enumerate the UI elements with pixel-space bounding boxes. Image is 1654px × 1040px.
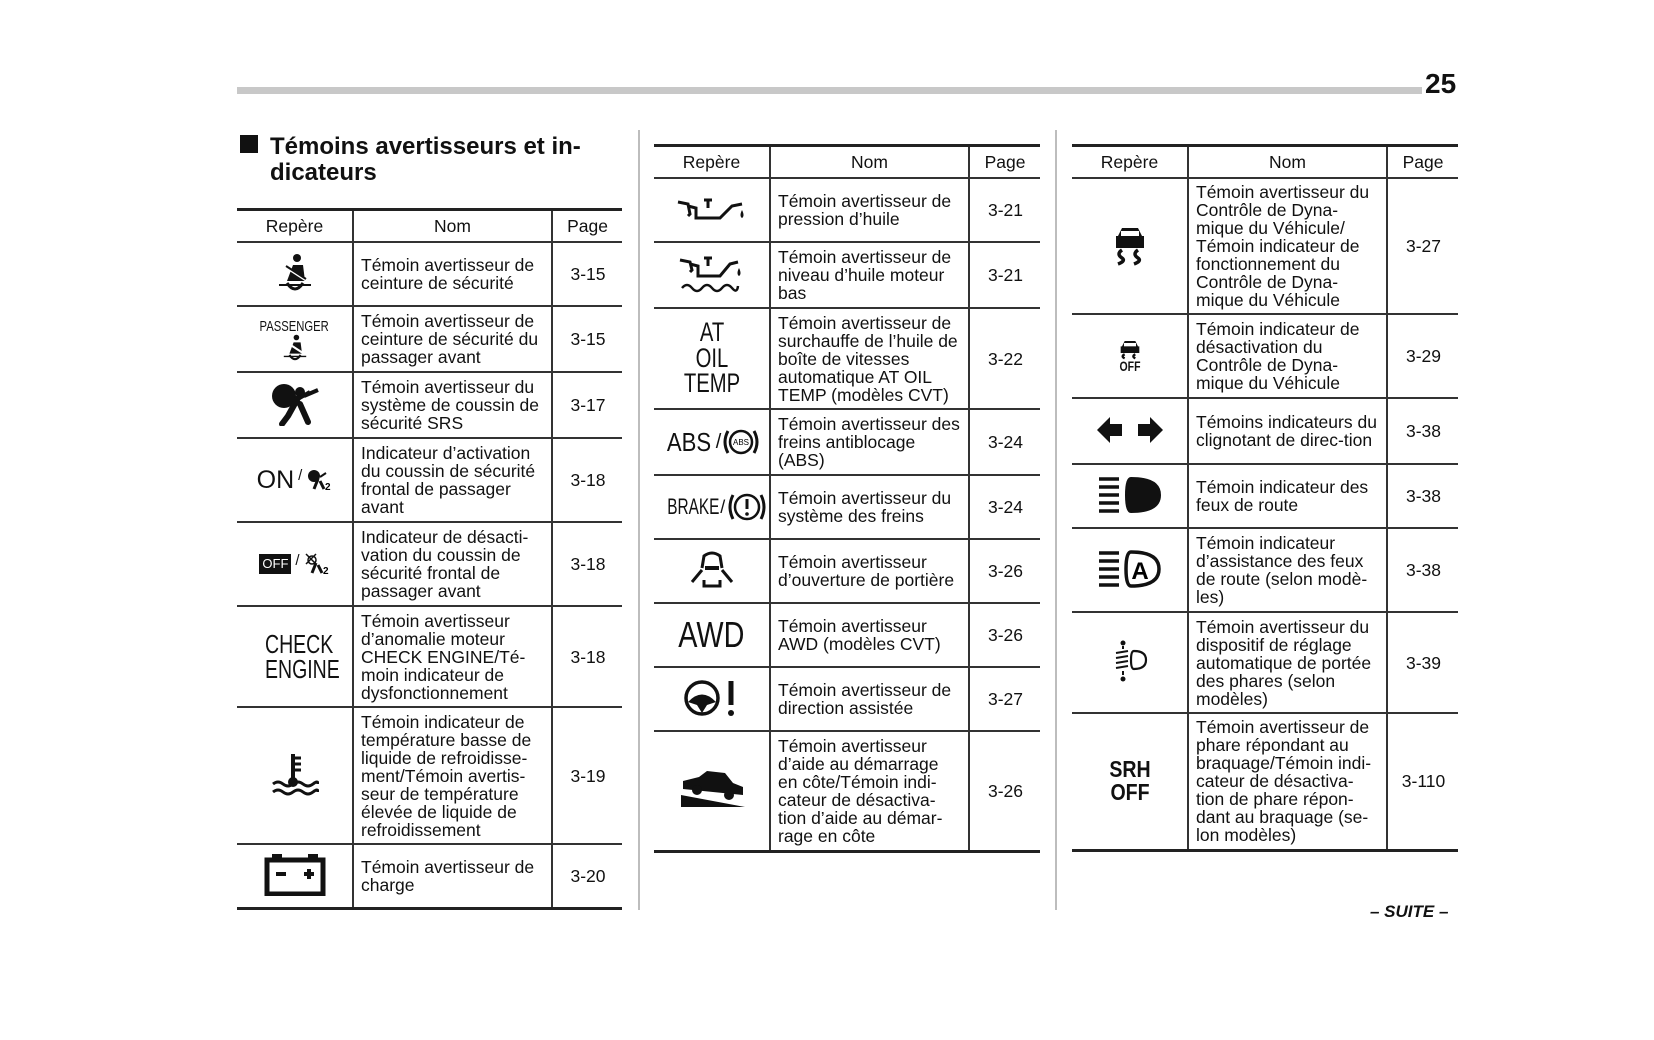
page-ref: 3-21 bbox=[969, 242, 1040, 308]
awd-icon: AWD bbox=[678, 613, 745, 655]
page-ref: 3-38 bbox=[1387, 398, 1458, 464]
table-row bbox=[237, 306, 622, 372]
indicator-name: Témoin avertisseur de surchauffe de l’huile de boîte de vitesses automatique AT OIL TEMP (modèles CVT) bbox=[770, 308, 969, 409]
column-divider bbox=[1055, 130, 1057, 910]
check-engine-icon: CHECK ENGINE bbox=[264, 628, 340, 684]
table-row bbox=[1072, 178, 1458, 314]
page-number: 25 bbox=[1425, 68, 1457, 99]
indicator-name: Témoin avertisseur du système des freins bbox=[770, 475, 969, 539]
table-row bbox=[654, 475, 1040, 539]
table-row bbox=[1072, 464, 1458, 528]
oil-pressure-icon bbox=[676, 194, 748, 224]
table-row bbox=[654, 731, 1040, 851]
indicator-name: Témoin avertisseur de niveau d’huile moteur bas bbox=[770, 242, 969, 308]
page-ref: 3-18 bbox=[552, 522, 622, 606]
indicator-name: Témoin indicateur de température basse de liquide de refroidisse-ment/Témoin avertis-seur de température élevée de liquide de refroidissement bbox=[353, 707, 552, 844]
indicator-name: Témoins indicateurs du clignotant de direc-tion bbox=[1188, 398, 1387, 464]
table-row bbox=[654, 667, 1040, 731]
col-header-name: Nom bbox=[770, 146, 969, 179]
table-row bbox=[654, 308, 1040, 409]
indicator-name: Témoin avertisseur du Contrôle de Dyna-mique du Véhicule/ Témoin indicateur de fonctionnement du Contrôle de Dyna-mique du Véhicule bbox=[1188, 178, 1387, 314]
turn-signal-icon bbox=[1095, 415, 1165, 445]
col-header-page: Page bbox=[1387, 146, 1458, 179]
indicator-table-2 bbox=[654, 144, 1040, 853]
battery-charge-icon bbox=[264, 852, 326, 896]
low-oil-level-icon bbox=[678, 254, 746, 294]
header-rule bbox=[237, 87, 1422, 94]
coolant-temperature-icon bbox=[271, 752, 319, 796]
indicator-name: Témoin avertisseur de ceinture de sécurité du passager avant bbox=[353, 306, 552, 372]
airbag-on-icon: ON / 2 bbox=[256, 466, 331, 494]
svg-text:2: 2 bbox=[322, 566, 329, 575]
indicator-name: Témoin avertisseur de phare répondant au braquage/Témoin indi-cateur de désactiva-tion de phare répon-dant au braquage (se-lon modèles) bbox=[1188, 713, 1387, 850]
section-heading: Témoins avertisseurs et in- dicateurs bbox=[240, 134, 620, 186]
continued-label: – SUITE – bbox=[1370, 902, 1449, 921]
door-open-icon bbox=[690, 550, 734, 590]
indicator-name: Témoin avertisseur de direction assistée bbox=[770, 667, 969, 731]
indicator-table-3 bbox=[1072, 144, 1458, 852]
table-row bbox=[1072, 612, 1458, 713]
table-row bbox=[237, 844, 622, 908]
page-ref: 3-22 bbox=[969, 308, 1040, 409]
high-beam-assist-icon bbox=[1097, 549, 1163, 589]
table-row bbox=[1072, 314, 1458, 398]
svg-text:A: A bbox=[1130, 557, 1149, 585]
page-ref: 3-20 bbox=[552, 844, 622, 908]
page-ref: 3-17 bbox=[552, 372, 622, 438]
page-ref: 3-18 bbox=[552, 438, 622, 522]
table-row bbox=[237, 522, 622, 606]
table-row bbox=[654, 178, 1040, 242]
col-header-page: Page bbox=[969, 146, 1040, 179]
page-ref: 3-21 bbox=[969, 178, 1040, 242]
page-ref: 3-24 bbox=[969, 409, 1040, 475]
indicator-name: Témoin indicateur de désactivation du Contrôle de Dyna-mique du Véhicule bbox=[1188, 314, 1387, 398]
page-ref: 3-26 bbox=[969, 603, 1040, 667]
page-ref: 3-110 bbox=[1387, 713, 1458, 850]
brake-icon: BRAKE / bbox=[656, 490, 768, 524]
table-row bbox=[654, 539, 1040, 603]
high-beam-icon bbox=[1097, 475, 1163, 515]
airbag-off-icon: OFF / 2 bbox=[259, 552, 329, 576]
table-row bbox=[654, 603, 1040, 667]
table-row bbox=[654, 409, 1040, 475]
table-row bbox=[1072, 398, 1458, 464]
col-header-name: Nom bbox=[1188, 146, 1387, 179]
page-ref: 3-15 bbox=[552, 306, 622, 372]
svg-text:ABS: ABS bbox=[733, 438, 750, 447]
table-row bbox=[1072, 528, 1458, 612]
page-ref: 3-24 bbox=[969, 475, 1040, 539]
col-header-name: Nom bbox=[353, 210, 552, 243]
indicator-name: Témoin avertisseur d’aide au démarrage en côte/Témoin indi-cateur de désactiva-tion d’aide au démar-rage en côte bbox=[770, 731, 969, 851]
indicator-name: Témoin avertisseur d’ouverture de portière bbox=[770, 539, 969, 603]
col-header-page: Page bbox=[552, 210, 622, 243]
table-row bbox=[1072, 713, 1458, 850]
indicator-name: Témoin indicateur des feux de route bbox=[1188, 464, 1387, 528]
page-ref: 3-26 bbox=[969, 731, 1040, 851]
table-header-row bbox=[654, 146, 1040, 179]
table-row bbox=[237, 242, 622, 306]
headlight-leveling-icon bbox=[1112, 639, 1148, 683]
indicator-name: Témoin indicateur d’assistance des feux de route (selon modè-les) bbox=[1188, 528, 1387, 612]
indicator-name: Témoin avertisseur de charge bbox=[353, 844, 552, 908]
page-ref: 3-39 bbox=[1387, 612, 1458, 713]
indicator-name: Témoin avertisseur du dispositif de réglage automatique de portée des phares (selon modèles) bbox=[1188, 612, 1387, 713]
page-ref: 3-38 bbox=[1387, 528, 1458, 612]
page-ref: 3-26 bbox=[969, 539, 1040, 603]
indicator-name: Témoin avertisseur de pression d’huile bbox=[770, 178, 969, 242]
at-oil-temp-icon: AT OIL TEMP bbox=[683, 317, 740, 399]
abs-icon: ABS / ABS bbox=[663, 425, 761, 459]
table-row bbox=[237, 606, 622, 707]
col-header-mark: Repère bbox=[1072, 146, 1188, 179]
table-row bbox=[237, 707, 622, 844]
srh-off-icon: SRH OFF bbox=[1108, 756, 1151, 806]
page-ref: 3-27 bbox=[969, 667, 1040, 731]
indicator-name: Témoin avertisseur AWD (modèles CVT) bbox=[770, 603, 969, 667]
section-square-icon bbox=[240, 135, 258, 153]
vdc-off-icon: OFF bbox=[1116, 338, 1144, 373]
indicator-name: Témoin avertisseur de ceinture de sécurité bbox=[353, 242, 552, 306]
power-steering-icon bbox=[683, 677, 741, 719]
vehicle-dynamics-control-icon bbox=[1112, 224, 1148, 266]
srs-airbag-icon bbox=[270, 382, 320, 426]
column-divider bbox=[638, 130, 640, 910]
svg-text:2: 2 bbox=[325, 482, 331, 491]
table-header-row bbox=[237, 210, 622, 243]
indicator-name: Indicateur d’activation du coussin de sécurité frontal de passager avant bbox=[353, 438, 552, 522]
indicator-name: Témoin avertisseur des freins antiblocage (ABS) bbox=[770, 409, 969, 475]
table-row bbox=[237, 372, 622, 438]
page-ref: 3-18 bbox=[552, 606, 622, 707]
col-header-mark: Repère bbox=[654, 146, 770, 179]
indicator-table-1 bbox=[237, 208, 622, 910]
indicator-name: Témoin avertisseur d’anomalie moteur CHECK ENGINE/Té-moin indicateur de dysfonctionnement bbox=[353, 606, 552, 707]
indicator-name: Indicateur de désacti-vation du coussin de sécurité frontal de passager avant bbox=[353, 522, 552, 606]
page-ref: 3-38 bbox=[1387, 464, 1458, 528]
table-header-row bbox=[1072, 146, 1458, 179]
passenger-seatbelt-icon: PASSENGER bbox=[248, 320, 340, 362]
page-ref: 3-29 bbox=[1387, 314, 1458, 398]
page-ref: 3-15 bbox=[552, 242, 622, 306]
table-row bbox=[654, 242, 1040, 308]
col-header-mark: Repère bbox=[237, 210, 353, 243]
seatbelt-icon bbox=[277, 253, 313, 293]
table-row bbox=[237, 438, 622, 522]
hill-start-assist-icon bbox=[679, 769, 745, 809]
page-ref: 3-19 bbox=[552, 707, 622, 844]
page-ref: 3-27 bbox=[1387, 178, 1458, 314]
indicator-name: Témoin avertisseur du système de coussin de sécurité SRS bbox=[353, 372, 552, 438]
